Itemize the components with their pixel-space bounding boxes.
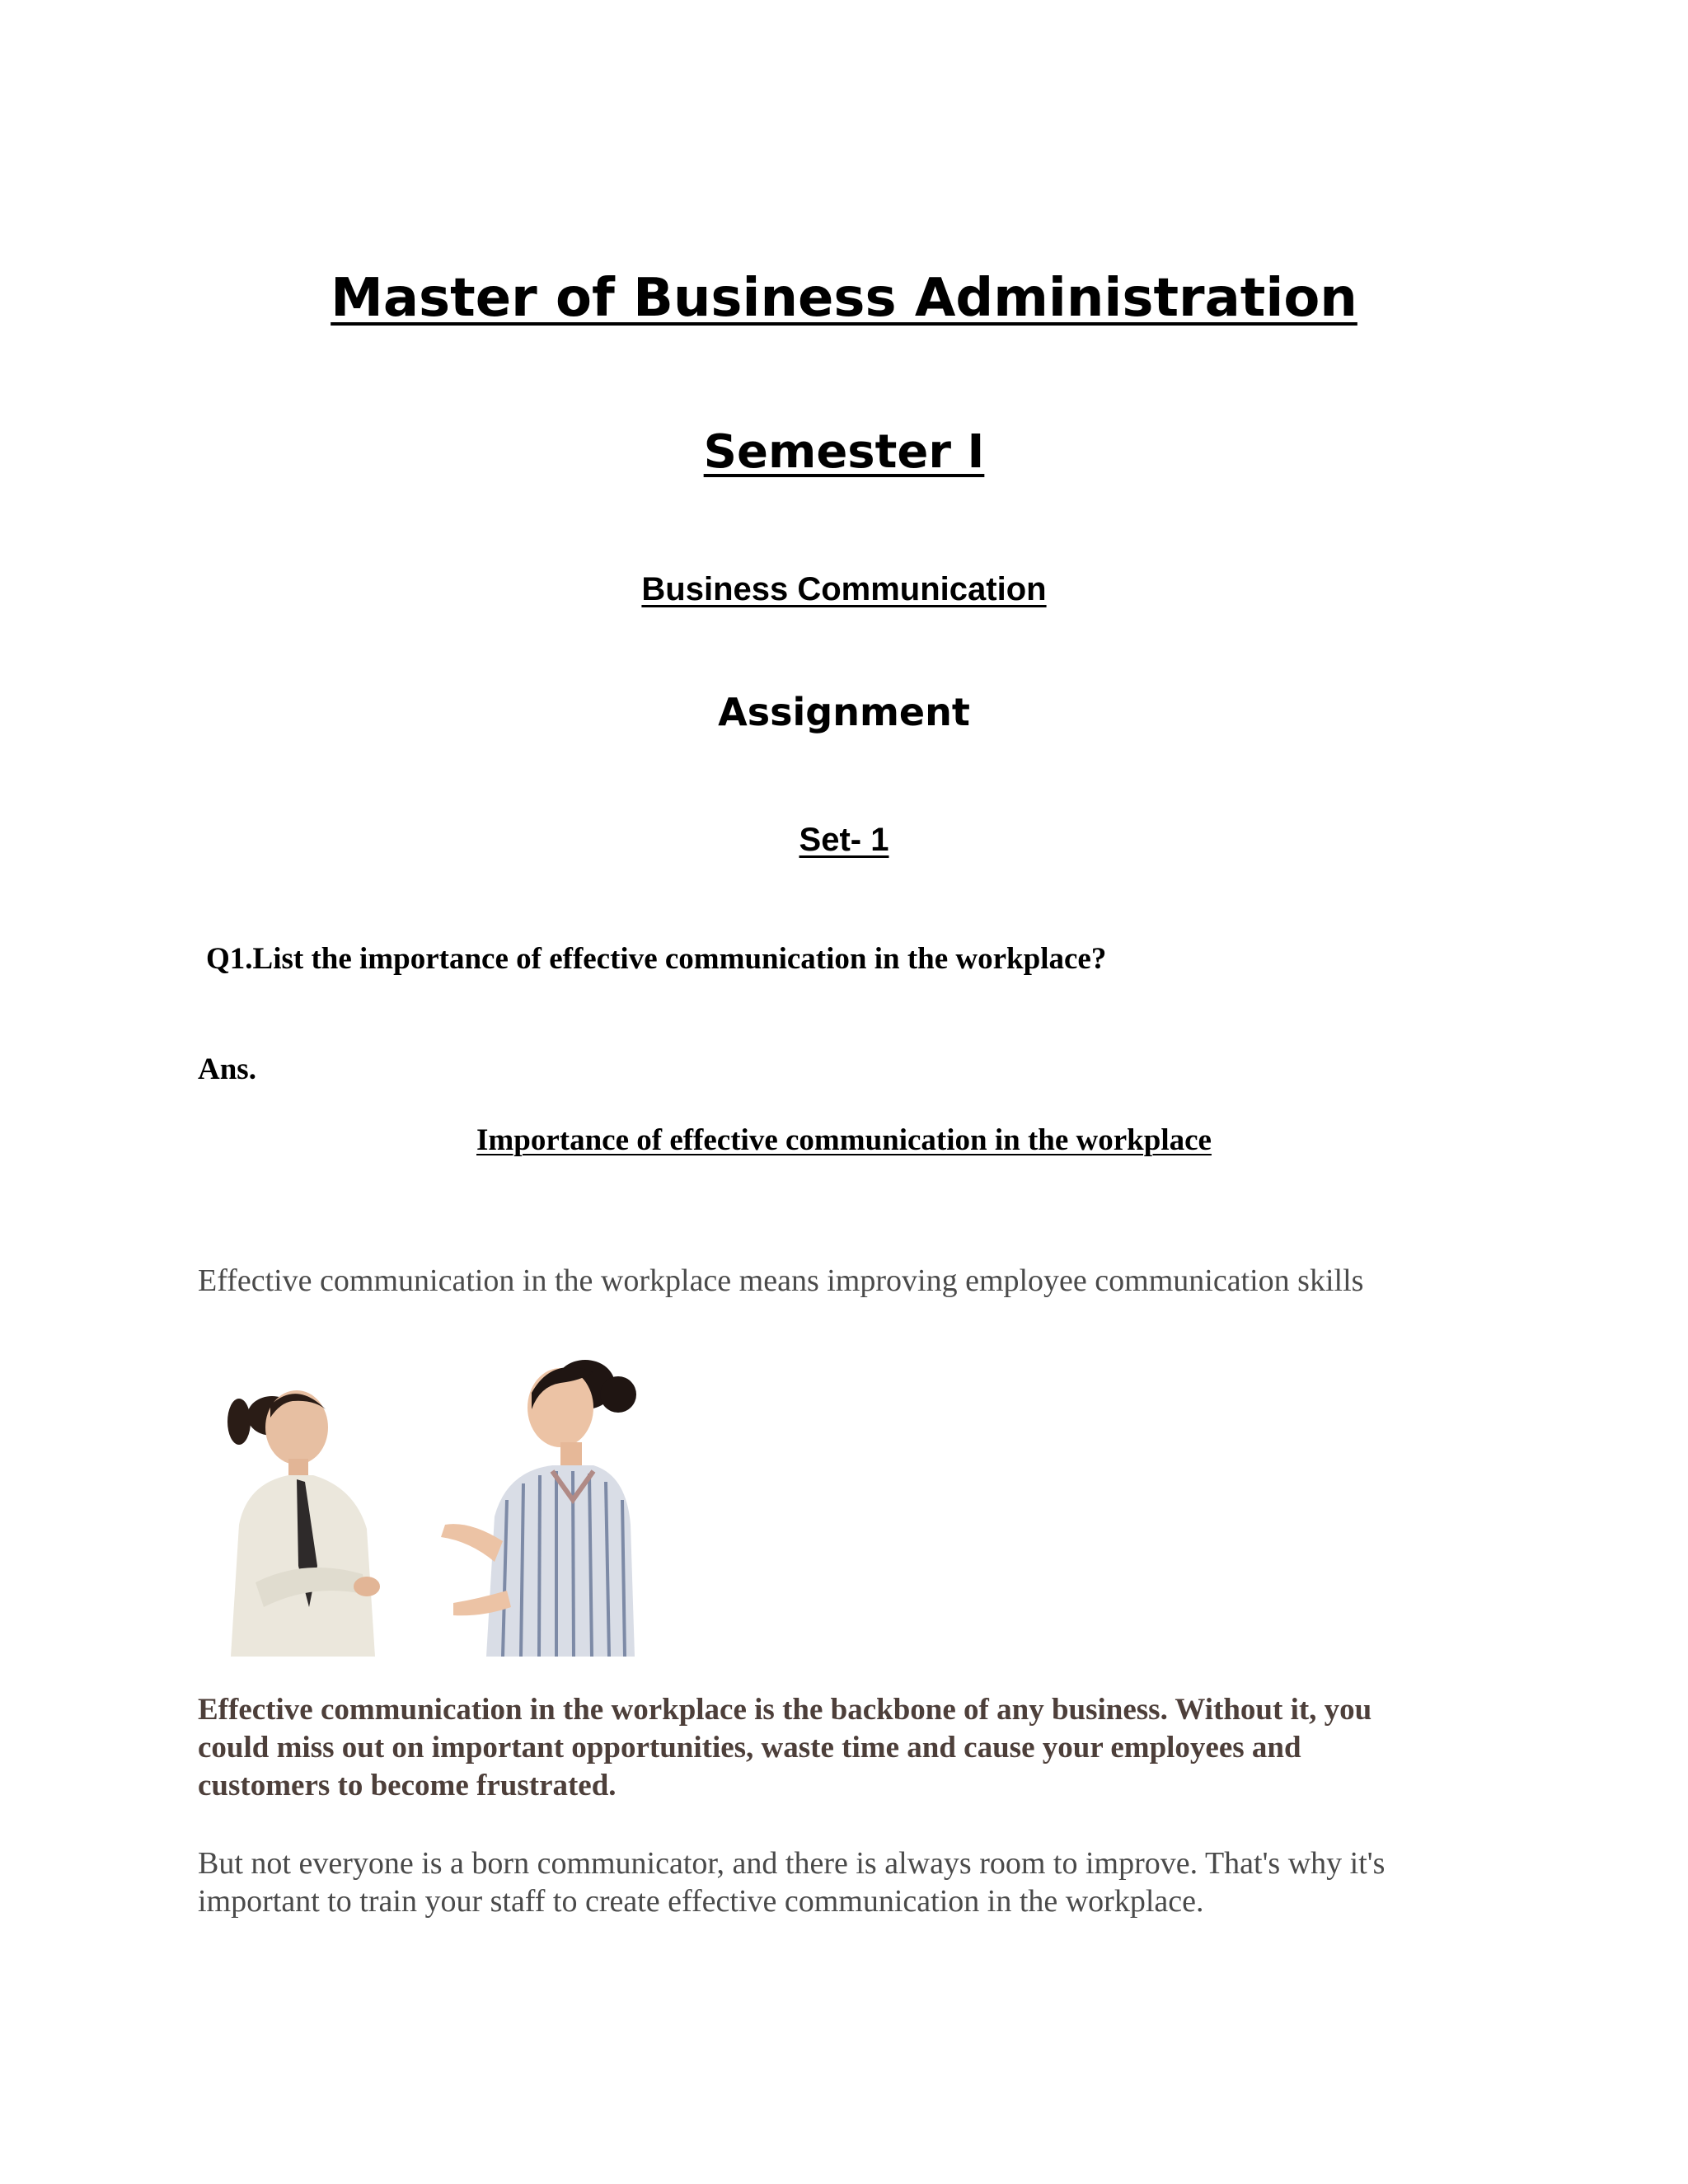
paragraph-backbone: Effective communication in the workplace is the backbone of any business. Without it, you could miss out on important opportunities, waste time and cause your employees and customers to become frustrated. [198, 1693, 1372, 1802]
semester-title: Semester I [703, 425, 985, 479]
left-woman-figure [227, 1390, 380, 1657]
right-woman-figure [441, 1360, 636, 1657]
answer-label: Ans. [198, 1052, 256, 1086]
assignment-title: Assignment [718, 690, 970, 734]
two-businesswomen-talking-illustration [206, 1335, 651, 1657]
question-text: Q1.List the importance of effective communication in the workplace? [206, 942, 1107, 976]
subject-title: Business Communication [641, 571, 1047, 607]
intro-text: Effective communication in the workplace means improving employee communication skills [198, 1263, 1364, 1298]
paragraph-training: But not everyone is a born communicator, and there is always room to improve. That's why it's important to train your staff to create effective communication in the workplace. [198, 1846, 1386, 1919]
program-title: Master of Business Administration [331, 268, 1357, 329]
set-title: Set- 1 [799, 822, 889, 858]
answer-heading: Importance of effective communication in the workplace [476, 1123, 1212, 1157]
